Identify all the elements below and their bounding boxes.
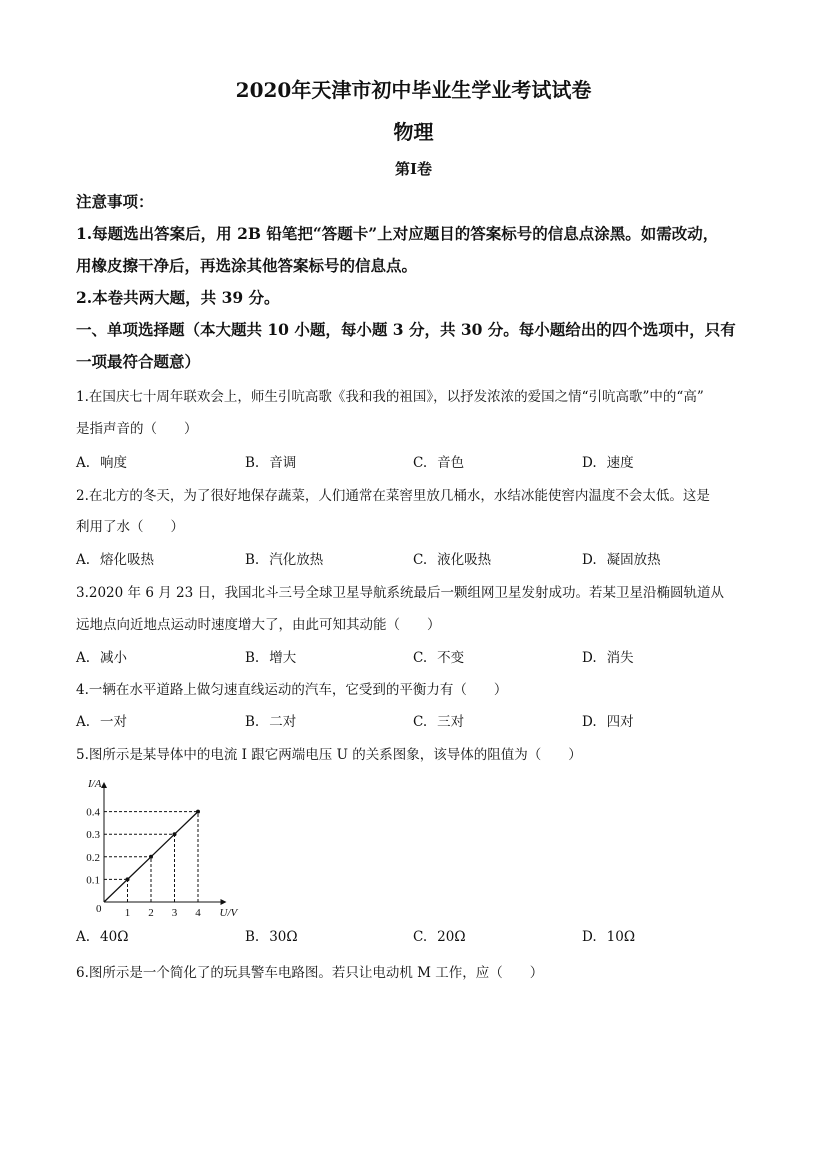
- option-d[interactable]: D. 10Ω: [582, 929, 636, 945]
- option-b[interactable]: B. 二对: [245, 714, 297, 730]
- option-b[interactable]: B. 音调: [245, 455, 297, 471]
- option-d[interactable]: D. 四对: [582, 714, 634, 730]
- question-5-text: 5.图所示是某导体中的电流 I 跟它两端电压 U 的关系图象，该导体的阻值为（ ）: [76, 747, 582, 763]
- section-heading: 一项最符合题意）: [76, 352, 201, 371]
- y-tick-label: 0.2: [86, 851, 100, 864]
- option-d[interactable]: D. 凝固放热: [582, 552, 661, 568]
- x-tick-label: 1: [124, 907, 131, 919]
- option-a[interactable]: A. 一对: [76, 714, 128, 730]
- question-6-text: 6.图所示是一个简化了的玩具警车电路图。若只让电动机 M 工作，应（ ）: [76, 965, 544, 981]
- option-c[interactable]: C. 三对: [413, 714, 465, 730]
- y-axis-label: I/A: [88, 778, 102, 790]
- option-c[interactable]: C. 不变: [413, 650, 465, 666]
- note-line: 用橡皮擦干净后，再选涂其他答案标号的信息点。: [76, 256, 418, 275]
- option-b[interactable]: B. 汽化放热: [245, 552, 324, 568]
- option-a[interactable]: A. 熔化吸热: [76, 552, 155, 568]
- subject-title: 物理: [393, 120, 434, 144]
- data-point: [126, 877, 130, 881]
- option-b[interactable]: B. 增大: [245, 650, 297, 666]
- x-tick-label: 3: [171, 907, 178, 919]
- y-tick-label: 0.3: [86, 829, 100, 842]
- question-3-text: 3.2020 年 6 月 23 日，我国北斗三号全球卫星导航系统最后一颗组网卫星发射成功。若某卫星沿椭圆轨道从: [76, 585, 724, 601]
- data-point: [196, 810, 200, 814]
- notes-heading: 注意事项：: [76, 192, 154, 211]
- x-axis-label: U/V: [219, 907, 238, 919]
- iu-graph: [70, 770, 250, 920]
- y-tick-label: 0.1: [86, 874, 100, 887]
- note-line: 2.本卷共两大题，共 39 分。: [76, 288, 280, 307]
- data-point: [149, 855, 153, 859]
- option-d[interactable]: D. 速度: [582, 455, 634, 471]
- question-2-text: 利用了水（ ）: [76, 519, 184, 535]
- section-heading: 一、单项选择题（本大题共 10 小题，每小题 3 分，共 30 分。每小题给出的四个选项中，只有: [76, 320, 736, 339]
- page-title: 2020年天津市初中毕业生学业考试试卷: [235, 78, 592, 102]
- question-1-text: 1.在国庆七十周年联欢会上，师生引吭高歌《我和我的祖国》，以抒发浓浓的爱国之情“引吭高歌”中的“高”: [76, 389, 704, 405]
- option-c[interactable]: C. 20Ω: [413, 929, 466, 945]
- origin-label: 0: [96, 903, 102, 915]
- option-d[interactable]: D. 消失: [582, 650, 634, 666]
- option-b[interactable]: B. 30Ω: [245, 929, 298, 945]
- data-point: [173, 832, 177, 836]
- note-line: 1.每题选出答案后，用 2B 铅笔把“答题卡”上对应题目的答案标号的信息点涂黑。如需改动，: [76, 224, 719, 243]
- y-tick-label: 0.4: [86, 806, 100, 819]
- option-a[interactable]: A. 减小: [76, 650, 128, 666]
- x-tick-label: 4: [195, 907, 201, 919]
- option-c[interactable]: C. 音色: [413, 455, 465, 471]
- x-tick-label: 2: [148, 907, 154, 919]
- volume-label: 第Ⅰ卷: [394, 160, 433, 178]
- question-2-text: 2.在北方的冬天，为了很好地保存蔬菜，人们通常在菜窖里放几桶水，水结冰能使窖内温度不会太低。这是: [76, 488, 710, 504]
- question-4-text: 4.一辆在水平道路上做匀速直线运动的汽车，它受到的平衡力有（ ）: [76, 682, 508, 698]
- option-c[interactable]: C. 液化吸热: [413, 552, 492, 568]
- option-a[interactable]: A. 40Ω: [76, 929, 129, 945]
- option-a[interactable]: A. 响度: [76, 455, 128, 471]
- question-1-text: 是指声音的（ ）: [76, 421, 198, 437]
- question-3-text: 远地点向近地点运动时速度增大了，由此可知其动能（ ）: [76, 617, 441, 633]
